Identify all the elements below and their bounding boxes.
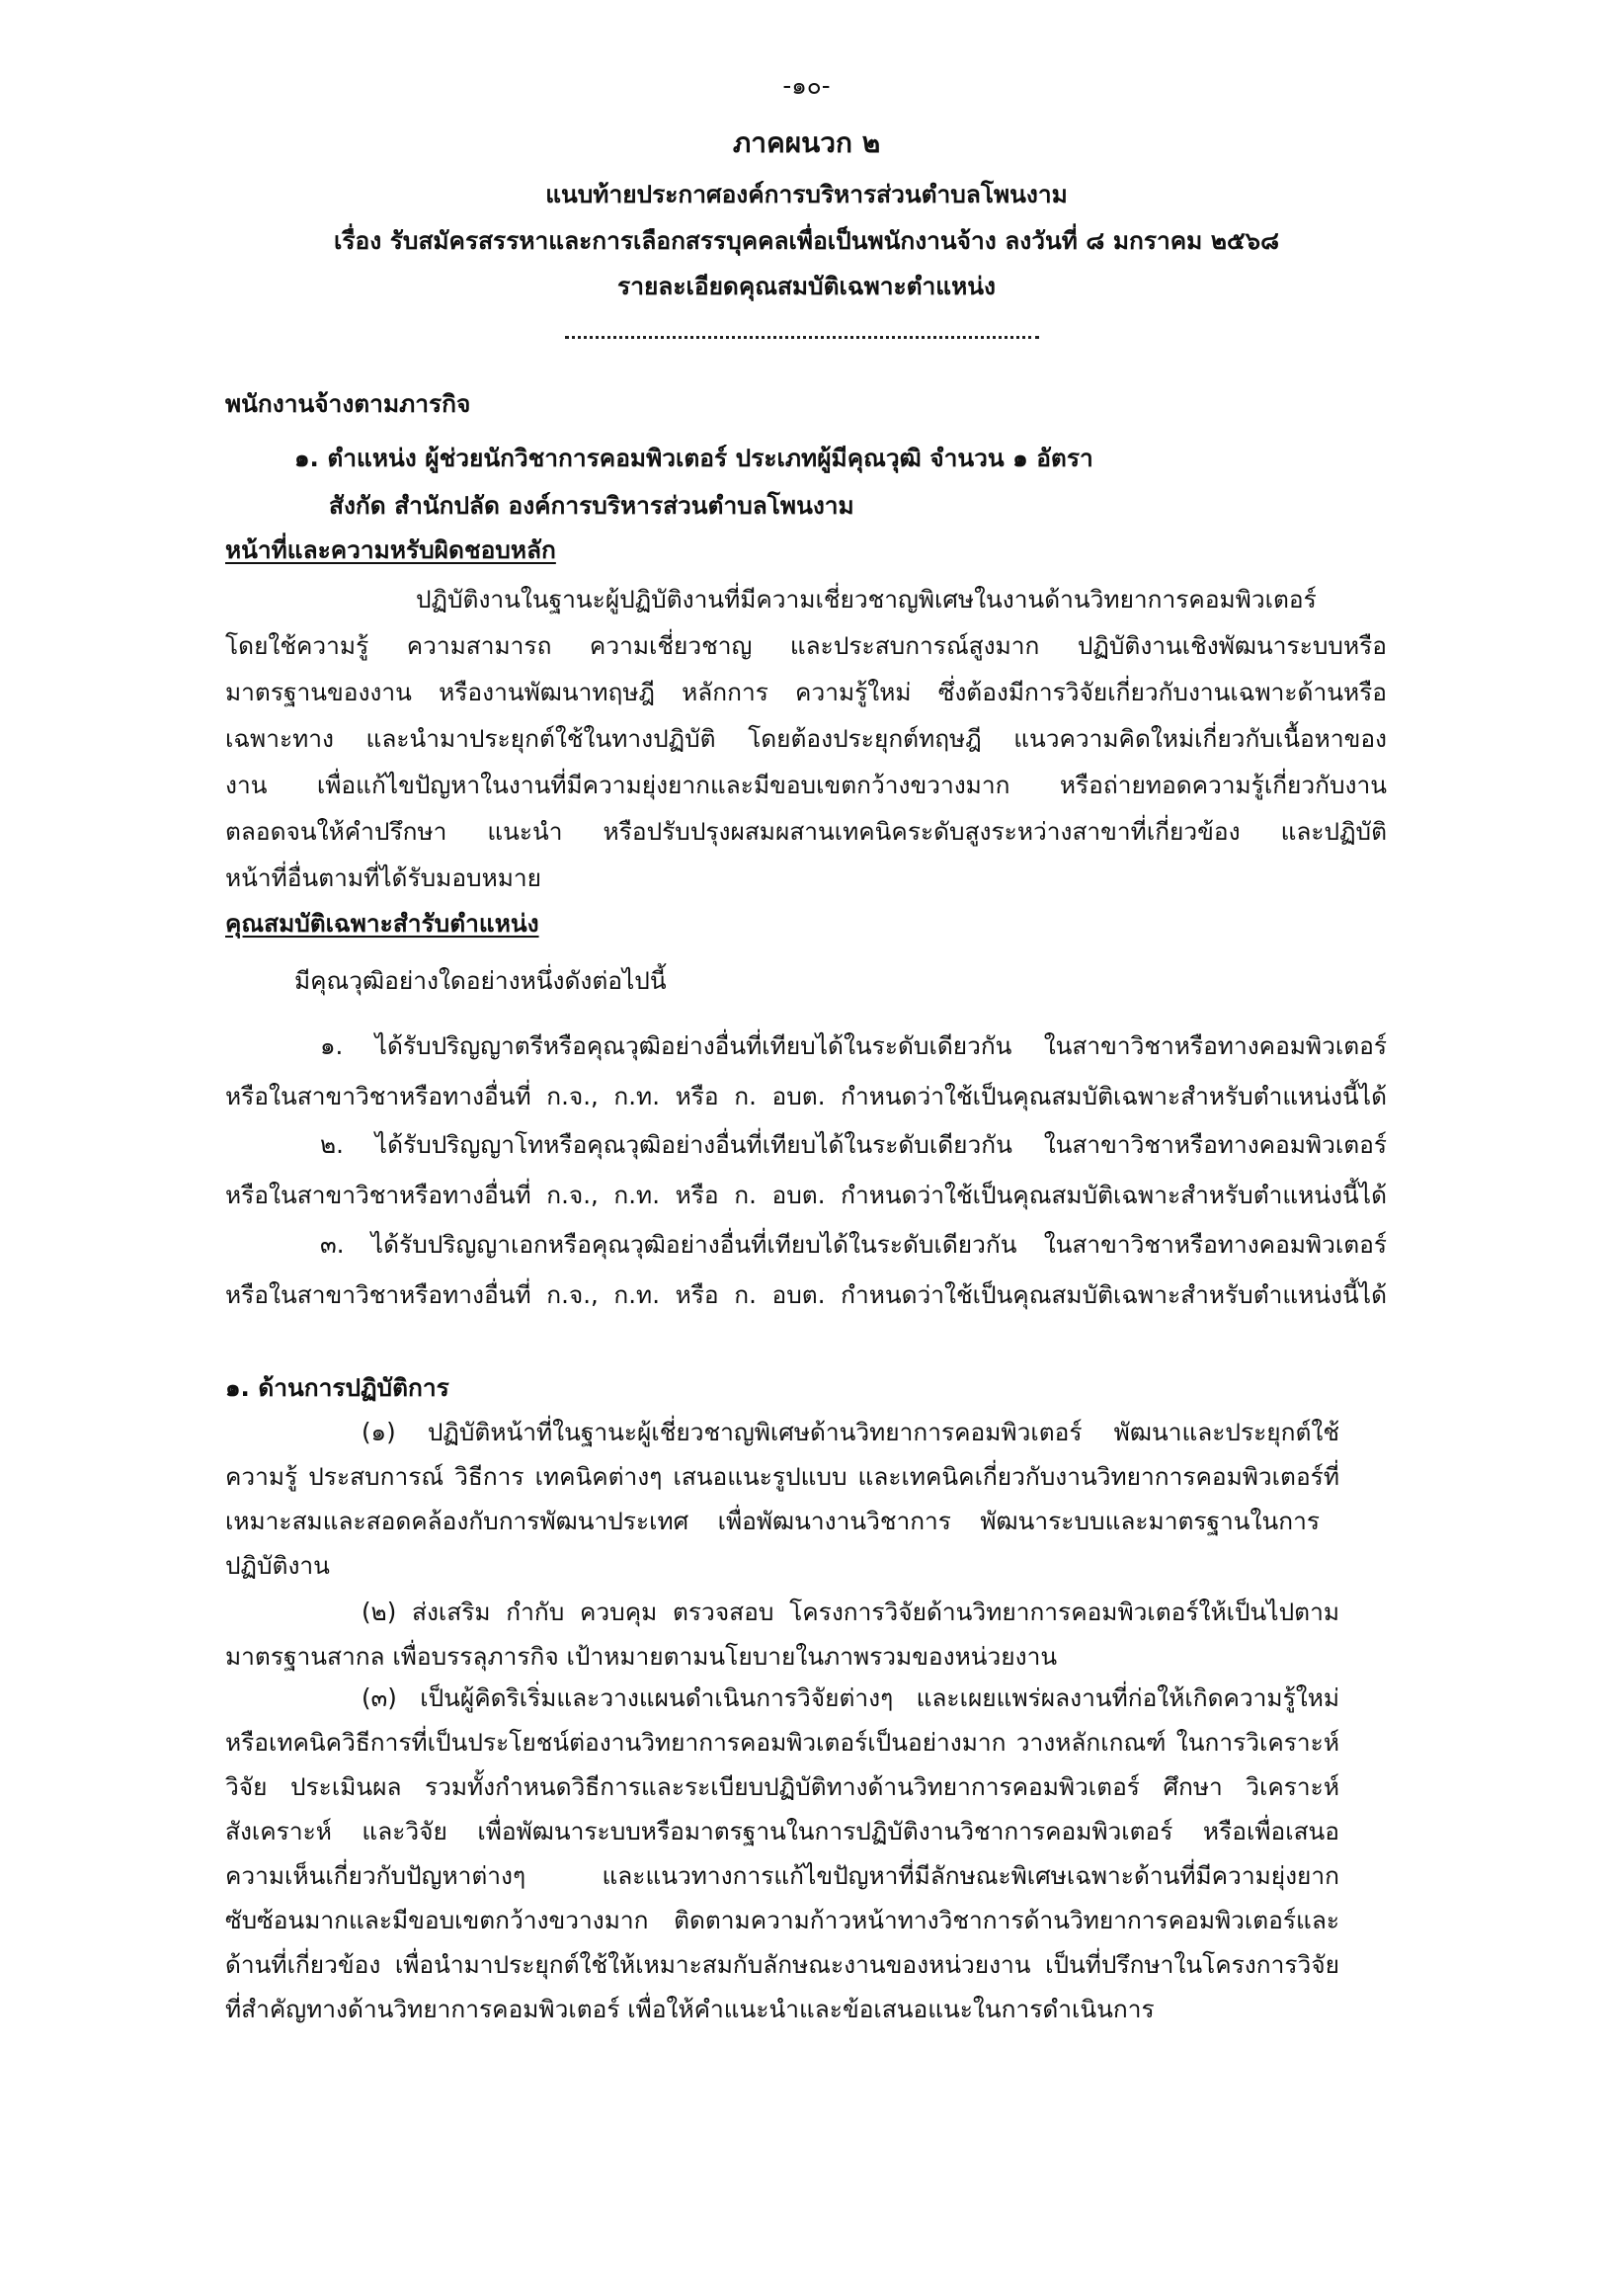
employment-category: พนักงานจ้างตามภารกิจ <box>225 389 471 418</box>
position-title: ๑. ตำแหน่ง ผู้ช่วยนักวิชาการคอมพิวเตอร์ ประเภทผู้มีคุณวุฒิ จำนวน ๑ อัตรา <box>294 444 1093 472</box>
operations-heading: ๑. ด้านการปฏิบัติการ <box>225 1373 449 1402</box>
qualifications-intro: มีคุณวุฒิอย่างใดอย่างหนึ่งดังต่อไปนี้ <box>294 966 667 995</box>
qualification-line: หรือในสาขาวิชาหรือทางอื่นที่ ก.จ., ก.ท. หรือ ก. อบต. กำหนดว่าใช้เป็นคุณสมบัติเฉพาะสำหรับตำแหน่งนี้ได้ <box>225 1082 1387 1110</box>
dotted-divider <box>565 336 1039 339</box>
position-affiliation: สังกัด สำนักปลัด องค์การบริหารส่วนตำบลโพนงาม <box>329 491 854 520</box>
operations-line: ที่สำคัญทางด้านวิทยาการคอมพิวเตอร์ เพื่อให้คำแนะนำและข้อเสนอแนะในการดำเนินการ <box>225 1995 1155 2023</box>
duties-line: หน้าที่อื่นตามที่ได้รับมอบหมาย <box>225 863 542 892</box>
qualification-line: ๒. ได้รับปริญญาโทหรือคุณวุฒิอย่างอื่นที่เทียบได้ในระดับเดียวกัน ในสาขาวิชาหรือทางคอมพิวเตอร์ <box>320 1130 1387 1159</box>
operations-line: (๑) ปฏิบัติหน้าที่ในฐานะผู้เชี่ยวชาญพิเศษด้านวิทยาการคอมพิวเตอร์ พัฒนาและประยุกต์ใช้ <box>362 1418 1339 1446</box>
operations-line: ความเห็นเกี่ยวกับปัญหาต่างๆ และแนวทางการแก้ไขปัญหาที่มีลักษณะพิเศษเฉพาะด้านที่มีความยุ่งยาก <box>225 1861 1339 1890</box>
duties-line: งาน เพื่อแก้ไขปัญหาในงานที่มีความยุ่งยากและมีขอบเขตกว้างขวางมาก หรือถ่ายทอดความรู้เกี่ยวกับงาน <box>225 771 1387 799</box>
announcement-subject: เรื่อง รับสมัครสรรหาและการเลือกสรรบุคคลเพื่อเป็นพนักงานจ้าง ลงวันที่ ๘ มกราคม ๒๕๖๘ <box>334 226 1279 255</box>
duties-line: ปฏิบัติงานในฐานะผู้ปฏิบัติงานที่มีความเชี่ยวชาญพิเศษในงานด้านวิทยาการคอมพิวเตอร์ <box>416 585 1317 614</box>
announcement-subtitle: แนบท้ายประกาศองค์การบริหารส่วนตำบลโพนงาม <box>545 180 1068 208</box>
operations-line: ปฏิบัติงาน <box>225 1551 330 1580</box>
operations-line: สังเคราะห์ และวิจัย เพื่อพัฒนาระบบหรือมาตรฐานในการปฏิบัติงานวิชาการคอมพิวเตอร์ หรือเพื่อเสนอ <box>225 1817 1339 1845</box>
duties-heading: หน้าที่และความหรับผิดชอบหลัก <box>225 535 556 564</box>
operations-line: ซับซ้อนมากและมีขอบเขตกว้างขวางมาก ติดตามความก้าวหน้าทางวิชาการด้านวิทยาการคอมพิวเตอร์และ <box>225 1906 1339 1934</box>
duties-line: ตลอดจนให้คำปรึกษา แนะนำ หรือปรับปรุงผสมผสานเทคนิคระดับสูงระหว่างสาขาที่เกี่ยวข้อง และปฏิบัติ <box>225 817 1387 846</box>
qualification-line: หรือในสาขาวิชาหรือทางอื่นที่ ก.จ., ก.ท. หรือ ก. อบต. กำหนดว่าใช้เป็นคุณสมบัติเฉพาะสำหรับตำแหน่งนี้ได้ <box>225 1280 1387 1309</box>
operations-line: (๓) เป็นผู้คิดริเริ่มและวางแผนดำเนินการวิจัยต่างๆ และเผยแพร่ผลงานที่ก่อให้เกิดความรู้ใหม่ <box>362 1683 1339 1712</box>
qualification-line: หรือในสาขาวิชาหรือทางอื่นที่ ก.จ., ก.ท. หรือ ก. อบต. กำหนดว่าใช้เป็นคุณสมบัติเฉพาะสำหรับตำแหน่งนี้ได้ <box>225 1181 1387 1209</box>
announcement-detail: รายละเอียดคุณสมบัติเฉพาะตำแหน่ง <box>617 272 996 300</box>
duties-line: โดยใช้ความรู้ ความสามารถ ความเชี่ยวชาญ และประสบการณ์สูงมาก ปฏิบัติงานเชิงพัฒนาระบบหรือ <box>225 631 1387 660</box>
operations-line: หรือเทคนิควิธีการที่เป็นประโยชน์ต่องานวิทยาการคอมพิวเตอร์เป็นอย่างมาก วางหลักเกณฑ์ ในการวิเคราะห์ <box>225 1728 1339 1757</box>
operations-line: วิจัย ประเมินผล รวมทั้งกำหนดวิธีการและระเบียบปฏิบัติทางด้านวิทยาการคอมพิวเตอร์ ศึกษา วิเคราะห์ <box>225 1772 1339 1801</box>
page-number: -๑๐- <box>782 71 831 100</box>
qualification-line: ๑. ได้รับปริญญาตรีหรือคุณวุฒิอย่างอื่นที่เทียบได้ในระดับเดียวกัน ในสาขาวิชาหรือทางคอมพิวเตอร์ <box>320 1031 1387 1060</box>
operations-line: มาตรฐานสากล เพื่อบรรลุภารกิจ เป้าหมายตามนโยบายในภาพรวมของหน่วยงาน <box>225 1642 1058 1671</box>
qualification-line: ๓. ได้รับปริญญาเอกหรือคุณวุฒิอย่างอื่นที่เทียบได้ในระดับเดียวกัน ในสาขาวิชาหรือทางคอมพิวเตอร์ <box>320 1230 1387 1259</box>
operations-line: ด้านที่เกี่ยวข้อง เพื่อนำมาประยุกต์ใช้ให้เหมาะสมกับลักษณะงานของหน่วยงาน เป็นที่ปรึกษาในโครงการวิจัย <box>225 1950 1339 1979</box>
operations-line: (๒) ส่งเสริม กำกับ ควบคุม ตรวจสอบ โครงการวิจัยด้านวิทยาการคอมพิวเตอร์ให้เป็นไปตาม <box>362 1598 1339 1626</box>
duties-line: เฉพาะทาง และนำมาประยุกต์ใช้ในทางปฏิบัติ โดยต้องประยุกต์ทฤษฎี แนวความคิดใหม่เกี่ยวกับเนื้อหาของ <box>225 724 1387 753</box>
operations-line: ความรู้ ประสบการณ์ วิธีการ เทคนิคต่างๆ เสนอแนะรูปแบบ และเทคนิคเกี่ยวกับงานวิทยาการคอมพิวเตอร์ที่ <box>225 1462 1339 1491</box>
operations-line: เหมาะสมและสอดคล้องกับการพัฒนาประเทศ เพื่อพัฒนางานวิชาการ พัฒนาระบบและมาตรฐานในการ <box>225 1507 1320 1535</box>
duties-line: มาตรฐานของงาน หรืองานพัฒนาทฤษฎี หลักการ ความรู้ใหม่ ซึ่งต้องมีการวิจัยเกี่ยวกับงานเฉพาะด้านหรือ <box>225 678 1387 706</box>
appendix-title: ภาคผนวก ๒ <box>732 126 881 159</box>
qualifications-heading: คุณสมบัติเฉพาะสำรับตำแหน่ง <box>225 909 539 938</box>
